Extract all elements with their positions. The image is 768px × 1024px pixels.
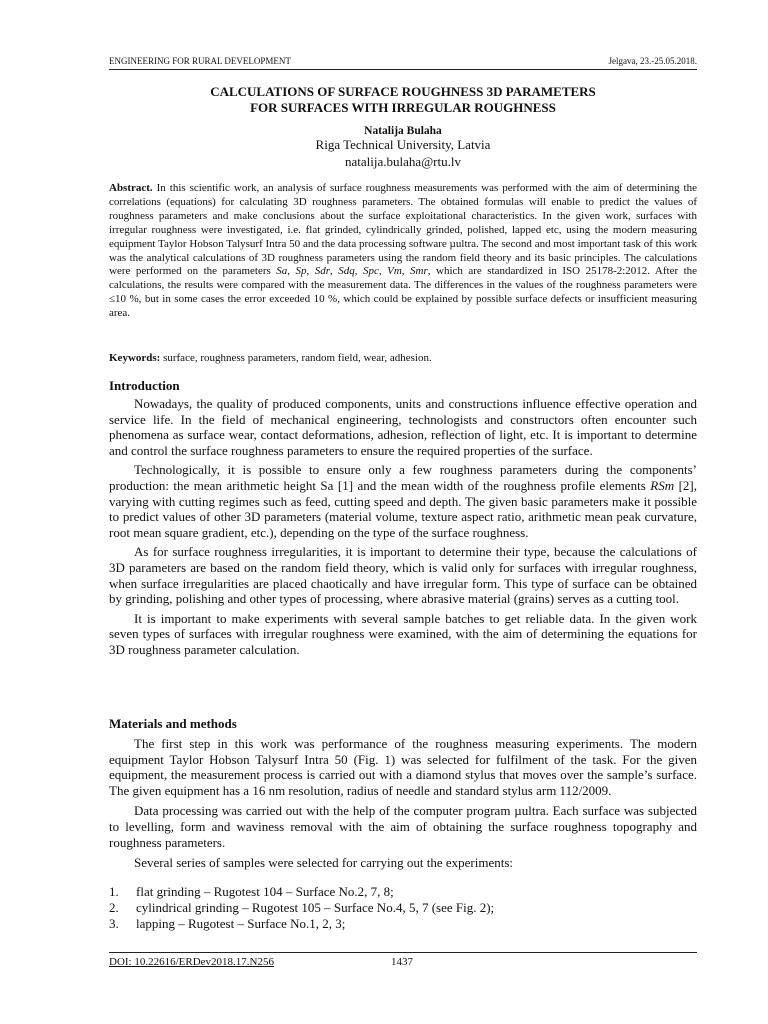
materials-heading: Materials and methods (109, 716, 237, 731)
abstract-text-2: , which are standardized in ISO 25178-2:2012. After the calculations, the results were compared with the measurement data. The differences in the values of the roughness parameters were ≤10 %, but in some cases the error exceeded 10 %, which could be explained by possible surface defects or insufficient measuring area. (109, 265, 698, 320)
title-line-1: CALCULATIONS OF SURFACE ROUGHNESS 3D PARAMETERS (210, 84, 596, 99)
list-text: cylindrical grinding – Rugotest 105 – Surface No.4, 5, 7 (see Fig. 2); (136, 900, 495, 915)
materials-paragraph-2: Data processing was carried out with the help of the computer program µultra. Each surface was subjected to levelling, form and waviness removal with the aim of obtaining the surface roughness topography and roughness parameters. (109, 803, 697, 850)
param-sa: Sa (276, 265, 288, 278)
header-conference: ENGINEERING FOR RURAL DEVELOPMENT (109, 56, 291, 66)
footer-divider (109, 952, 697, 953)
paper-page (109, 0, 697, 1024)
materials-body (109, 736, 697, 871)
param-spc: Spc (363, 265, 379, 278)
abstract-text-1: In this scientific work, an analysis of surface roughness measurements was performed with the aim of determining the correlations (equations) for calculating 3D roughness parameters. The obtained formulas will enable to predict the values of roughness parameters and make conclusions about the surface exploitational characteristics. In the given work, surfaces with irregular roughness were investigated, i.e. flat grinded, cylindrically grinded, polished, lapped etc, using the modern measuring equipment Taylor Hobson Talysurf Intra 50 and the data processing software µultra. The second and most important task of this work was the analytical calculations of 3D roughness parameters using the random field theory and its basic principles. The calculations were performed on the parameters (109, 182, 697, 278)
introduction-body (109, 396, 697, 658)
param-sdq: Sdq (338, 265, 355, 278)
intro-paragraph-3: As for surface roughness irregularities, it is important to determine their type, because the calculations of 3D parameters are based on the random field theory, which is valid only for surfaces with irregular roughness, when surface irregularities are placed chaotically and have irregular form. This type of surface can be obtained by grinding, polishing and other types of processing, where abrasive material (grains) serves as a cutting tool. (109, 544, 697, 607)
intro-p2-part-a: Technologically, it is possible to ensure only a few roughness parameters during the components’ production: the mean arithmetic height Sa [1] and the mean width of the roughness profile elements (109, 462, 697, 493)
list-number: 1. (109, 884, 119, 899)
keywords-text: surface, roughness parameters, random field, wear, adhesion. (160, 352, 432, 364)
paper-title (109, 84, 697, 116)
param-sdr: Sdr (314, 265, 331, 278)
param-sp: Sp (295, 265, 307, 278)
param-smr: Smr (410, 265, 428, 278)
keywords (109, 351, 697, 365)
materials-paragraph-1: The first step in this work was performance of the roughness measuring experiments. The modern equipment Taylor Hobson Talysurf Intra 50 (Fig. 1) was selected for fulfilment of the task. For the given equipment, the measurement process is carried out with a diamond stylus that moves over the sample’s surface. The given equipment has a 16 nm resolution, radius of needle and standard stylus arm 112/2009. (109, 736, 697, 798)
sample-series-list (109, 884, 697, 932)
author-email: natalija.bulaha@rtu.lv (345, 154, 461, 169)
abstract: Abstract. In this scientific work, an analysis of surface roughness measurements was performed with the aim of determining the correlations (equations) for calculating 3D roughness parameters. The obtained formulas will enable to predict the values of roughness parameters and make conclusions about the surface exploitational characteristics. In the given work, surfaces with irregular roughness were investigated, i.e. flat grinded, cylindrically grinded, polished, lapped etc, using the modern measuring equipment Taylor Hobson Talysurf Intra 50 and the data processing software µultra. The second and most important task of this work was the analytical calculations of 3D roughness parameters using the random field theory and its basic principles. The calculations were performed on the parameters Sa, Sp, Sdr, Sdq, Spc, Vm, Smr, which are standardized in ISO 25178-2:2012. After the calculations, the results were compared with the measurement data. The differences in the values of the roughness parameters were ≤10 %, but in some cases the error exceeded 10 %, which could be explained by possible surface defects or insufficient measuring area. (109, 182, 698, 320)
abstract-label: Abstract. (109, 182, 153, 194)
introduction-heading: Introduction (109, 378, 180, 393)
list-text: lapping – Rugotest – Surface No.1, 2, 3; (136, 916, 346, 931)
intro-paragraph-4: It is important to make experiments with several sample batches to get reliable data. In the given work seven types of surfaces with irregular roughness were examined, with the aim of determining the equations for 3D roughness parameter calculation. (109, 610, 697, 657)
intro-paragraph-1: Nowadays, the quality of produced components, units and constructions influence effective operation and service life. In the field of mechanical engineering, technologists and constructors often encounter such phenomena as surface wear, contact deformations, adhesion, reflection of light, etc. It is important to determine and control the surface roughness parameters to ensure the required properties of the surface. (109, 396, 697, 458)
author-affiliation-block (109, 136, 697, 170)
header-date: Jelgava, 23.-25.05.2018. (608, 56, 697, 66)
param-rsm: RSm (650, 477, 675, 493)
header-divider (109, 69, 697, 70)
param-vm: Vm (387, 265, 402, 278)
list-text: flat grinding – Rugotest 104 – Surface No.2, 7, 8; (136, 884, 394, 899)
keywords-label: Keywords: (109, 352, 161, 364)
author-affiliation: Riga Technical University, Latvia (315, 137, 491, 152)
list-number: 2. (109, 900, 119, 915)
intro-p2-part-b: [2], varying with cutting regimes such as feed, cutting speed and depth. The given basic parameters make it possible to predict values of other 3D parameters (material volume, texture aspect ratio, arithmetic mean peak curvature, root mean square gradient, etc.), depending on the type of the surface roughness. (109, 477, 697, 540)
title-line-2: FOR SURFACES WITH IRREGULAR ROUGHNESS (250, 100, 556, 115)
intro-paragraph-2 (109, 462, 697, 540)
materials-paragraph-3: Several series of samples were selected for carrying out the experiments: (134, 855, 514, 871)
running-header (109, 56, 697, 69)
list-number: 3. (109, 916, 119, 931)
list-item (109, 884, 697, 900)
author-name: Natalija Bulaha (364, 125, 442, 137)
list-item (109, 900, 697, 916)
doi-link[interactable]: DOI: 10.22616/ERDev2018.17.N256 (109, 956, 274, 968)
list-item (109, 916, 697, 932)
page-number: 1437 (391, 956, 413, 968)
